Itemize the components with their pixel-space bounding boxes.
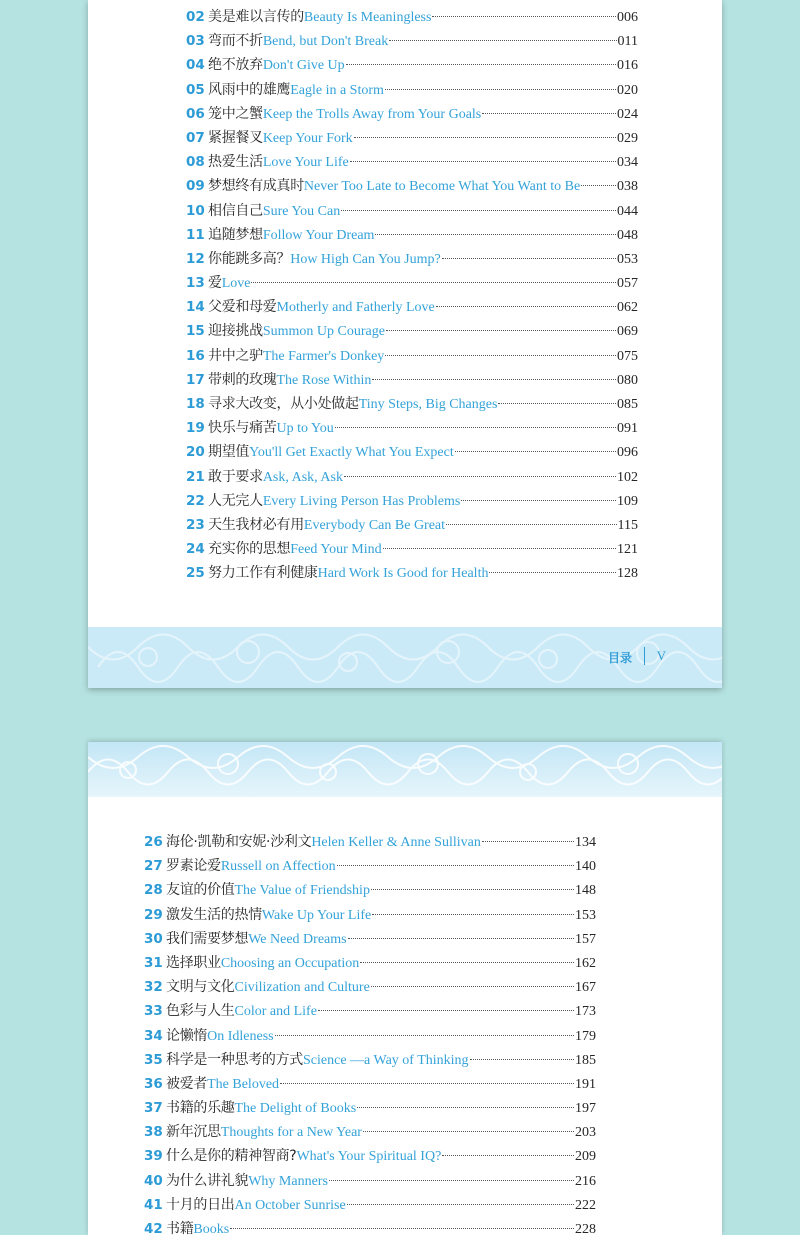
toc-entry-title-english: Sure You Can <box>262 203 341 219</box>
toc-entry-leader-dots <box>337 865 574 866</box>
toc-entry-title-chinese: 绝不放弃 <box>208 57 263 74</box>
toc-list <box>144 830 596 1235</box>
toc-entry-page-number: 038 <box>617 179 638 195</box>
toc-entry-number: 08 <box>186 154 205 171</box>
toc-entry-number: 38 <box>144 1124 163 1141</box>
toc-entry[interactable] <box>144 1024 596 1048</box>
toc-entry-page-number: 203 <box>575 1125 596 1141</box>
toc-entry-title-chinese: 紧握餐叉 <box>208 129 263 146</box>
toc-entry-number: 07 <box>186 129 205 146</box>
toc-entry-leader-dots <box>442 258 616 259</box>
toc-entry-number: 28 <box>144 882 163 899</box>
toc-entry-page-number: 096 <box>617 445 638 461</box>
toc-entry-leader-dots <box>385 89 616 90</box>
toc-entry[interactable] <box>144 1072 596 1096</box>
toc-entry-leader-dots <box>360 962 574 963</box>
toc-entry-number: 24 <box>186 541 205 558</box>
toc-entry-title-chinese: 友谊的价值 <box>166 882 235 899</box>
toc-entry-page-number: 173 <box>575 1004 596 1020</box>
toc-entry-leader-dots <box>363 1131 574 1132</box>
toc-entry-number: 06 <box>186 105 205 122</box>
toc-entry-title-english: We Need Dreams <box>248 931 347 947</box>
toc-entry-title-english: Bend, but Don't Break <box>262 34 389 50</box>
toc-entry-page-number: 011 <box>617 34 638 50</box>
toc-entry-title-english: On Idleness <box>207 1028 274 1044</box>
footer-section-label: 目录 <box>607 651 632 665</box>
toc-entry-number: 03 <box>186 33 205 50</box>
toc-entry-title-chinese: 弯而不折 <box>208 33 263 50</box>
toc-entry-page-number: 121 <box>617 542 638 558</box>
toc-entry-title-english: Summon Up Courage <box>262 324 385 340</box>
toc-entry-page-number: 134 <box>575 835 596 850</box>
toc-entry-number: 22 <box>186 492 205 509</box>
toc-entry-page-number: 048 <box>617 227 638 243</box>
toc-page-lower <box>88 742 722 1235</box>
toc-entry[interactable] <box>144 951 596 975</box>
toc-entry[interactable] <box>186 319 638 343</box>
toc-entry-number: 30 <box>144 930 163 947</box>
toc-entry-title-chinese: 梦想终有成真时 <box>208 178 304 195</box>
toc-entry-number: 39 <box>144 1148 163 1165</box>
toc-entry-page-number: 069 <box>617 324 638 340</box>
toc-entry-number: 21 <box>186 468 205 485</box>
toc-entry-leader-dots <box>354 137 616 138</box>
toc-entry-leader-dots <box>371 986 574 987</box>
toc-entry-page-number: 080 <box>617 372 638 388</box>
toc-entry-title-english: Science —a Way of Thinking <box>303 1052 469 1068</box>
toc-entry-title-english: How High Can You Jump? <box>290 251 441 267</box>
toc-entry[interactable] <box>144 830 596 854</box>
toc-entry-title-english: Choosing an Occupation <box>220 955 360 971</box>
toc-entry-title-english: The Rose Within <box>276 372 372 388</box>
toc-entry[interactable] <box>144 1144 596 1168</box>
toc-entry-page-number: 062 <box>617 300 638 316</box>
toc-entry[interactable] <box>186 150 638 174</box>
toc-entry-title-chinese: 笼中之蟹 <box>208 105 263 122</box>
toc-entry-page-number: 153 <box>575 907 596 923</box>
toc-entry-leader-dots <box>251 282 616 283</box>
toc-entry[interactable] <box>144 999 596 1023</box>
toc-entry-number: 33 <box>144 1003 163 1020</box>
toc-entry-leader-dots <box>335 427 616 428</box>
toc-entry-leader-dots <box>461 500 616 501</box>
toc-entry-title-chinese: 追随梦想 <box>208 226 263 243</box>
toc-entry-page-number: 197 <box>575 1101 596 1117</box>
toc-entry[interactable] <box>186 344 638 368</box>
header-band <box>88 742 722 797</box>
toc-entry[interactable] <box>186 199 638 223</box>
toc-entry-leader-dots <box>280 1083 574 1084</box>
toc-entry[interactable] <box>186 416 638 440</box>
toc-entry-title-chinese: 文明与文化 <box>166 979 235 996</box>
toc-entry-page-number: 167 <box>575 980 596 996</box>
toc-entry-leader-dots <box>372 379 616 380</box>
toc-entry-title-chinese: 期望值 <box>208 444 250 461</box>
toc-entry-title-chinese: 相信自己 <box>208 202 263 219</box>
toc-entry-leader-dots <box>347 1204 574 1205</box>
toc-entry-title-chinese: 我们需要梦想 <box>166 930 249 947</box>
toc-entry-title-english: Color and Life <box>234 1004 317 1020</box>
toc-entry[interactable] <box>144 854 596 878</box>
toc-entry-leader-dots <box>385 355 616 356</box>
toc-entry-number: 35 <box>144 1051 163 1068</box>
toc-entry-leader-dots <box>436 306 616 307</box>
toc-entry-page-number: 148 <box>575 883 596 899</box>
toc-entry-number: 18 <box>186 396 205 412</box>
toc-entry-title-chinese: 罗素论爱 <box>166 858 221 875</box>
toc-entry-page-number: 179 <box>575 1028 596 1044</box>
toc-entry[interactable] <box>186 271 638 295</box>
toc-entry-title-english: Feed Your Mind <box>290 542 382 558</box>
toc-entry-number: 15 <box>186 323 205 340</box>
toc-entry-page-number: 020 <box>617 82 638 98</box>
toc-entry-number: 02 <box>186 9 205 25</box>
footer-page-number: V <box>656 648 666 663</box>
toc-entry-title-chinese: 激发生活的热情 <box>166 906 262 923</box>
toc-entry-number: 10 <box>186 202 205 219</box>
toc-entry[interactable] <box>186 440 638 464</box>
toc-entry-leader-dots <box>318 1010 574 1011</box>
toc-entry-leader-dots <box>341 210 616 211</box>
toc-entry-number: 37 <box>144 1100 163 1117</box>
toc-entry-title-chinese: 人无完人 <box>208 492 263 509</box>
toc-entry-leader-dots <box>357 1107 574 1108</box>
toc-entry-number: 27 <box>144 858 163 875</box>
toc-entry-leader-dots <box>432 16 616 17</box>
toc-entry[interactable] <box>186 561 638 585</box>
toc-entry-title-english: The Value of Friendship <box>234 883 370 899</box>
toc-entry-leader-dots <box>470 1059 574 1060</box>
toc-entry[interactable] <box>186 102 638 126</box>
toc-entry-leader-dots <box>350 161 616 162</box>
toc-entry-title-english: Love <box>221 276 251 292</box>
toc-entry-number: 34 <box>144 1027 163 1044</box>
toc-entry-leader-dots <box>498 403 616 404</box>
toc-page-upper <box>88 0 722 688</box>
toc-entry-leader-dots <box>389 40 616 41</box>
toc-entry-title-english: Eagle in a Storm <box>290 82 384 98</box>
toc-entry-number: 05 <box>186 81 205 98</box>
toc-entry-number: 14 <box>186 299 205 316</box>
toc-entry-title-english: Motherly and Fatherly Love <box>276 300 435 316</box>
toc-entry[interactable] <box>144 1217 596 1235</box>
toc-entry[interactable] <box>144 1169 596 1193</box>
toc-entry-leader-dots <box>372 914 574 915</box>
toc-entry-page-number: 024 <box>617 106 638 122</box>
toc-entry-title-english: Wake Up Your Life <box>261 907 372 923</box>
toc-entry-title-chinese: 风雨中的雄鹰 <box>208 81 291 98</box>
toc-entry-title-chinese: 天生我材必有用 <box>208 516 304 533</box>
toc-entry-title-chinese: 井中之驴 <box>208 347 263 364</box>
toc-entry[interactable] <box>186 126 638 150</box>
toc-entry-title-chinese: 努力工作有利健康 <box>208 565 318 582</box>
toc-entry-number: 20 <box>186 444 205 461</box>
toc-entry[interactable] <box>186 368 638 392</box>
toc-entry-title-chinese: 迎接挑战 <box>208 323 263 340</box>
toc-entry-title-chinese: 论懒惰 <box>166 1027 208 1044</box>
toc-entry-title-chinese: 寻求大改变，从小处做起 <box>208 396 359 412</box>
toc-entry-title-english: Books <box>193 1222 230 1235</box>
toc-entry-page-number: 216 <box>575 1173 596 1189</box>
toc-entry-title-english: Hard Work Is Good for Health <box>317 566 489 582</box>
toc-entry-title-chinese: 你能跳多高？ <box>208 250 291 267</box>
toc-entry-page-number: 016 <box>617 58 638 74</box>
toc-entry-page-number: 228 <box>575 1222 596 1235</box>
toc-entry-page-number: 109 <box>617 493 638 509</box>
toc-entry[interactable] <box>186 295 638 319</box>
toc-entry[interactable] <box>186 29 638 53</box>
toc-entry-page-number: 140 <box>575 859 596 875</box>
toc-entry-leader-dots <box>346 64 616 65</box>
toc-entry-leader-dots <box>482 841 574 842</box>
toc-entry[interactable] <box>144 1193 596 1217</box>
toc-entry-title-chinese: 新年沉思 <box>166 1124 221 1141</box>
toc-entry-number: 25 <box>186 565 205 582</box>
toc-entry[interactable] <box>186 465 638 489</box>
toc-entry-title-chinese: 海伦·凯勒和安妮·沙利文 <box>166 834 312 850</box>
toc-entry-number: 17 <box>186 371 205 388</box>
toc-entry-page-number: 006 <box>617 10 638 25</box>
toc-entry-title-english: The Delight of Books <box>234 1101 357 1117</box>
toc-entry-number: 19 <box>186 420 205 437</box>
toc-entry-page-number: 162 <box>575 955 596 971</box>
toc-entry[interactable] <box>186 78 638 102</box>
toc-entry-page-number: 044 <box>617 203 638 219</box>
toc-entry-title-chinese: 热爱生活 <box>208 154 263 171</box>
toc-entry[interactable] <box>186 247 638 271</box>
toc-entry-number: 23 <box>186 516 205 533</box>
toc-entry-title-chinese: 敢于要求 <box>208 468 263 485</box>
floral-pattern-icon <box>88 742 722 797</box>
toc-entry-page-number: 222 <box>575 1197 596 1213</box>
toc-entry-title-english: What's Your Spiritual IQ? <box>296 1149 442 1165</box>
toc-entry-title-english: Never Too Late to Become What You Want to Be <box>303 179 581 195</box>
toc-entry-title-english: Don't Give Up <box>262 58 345 74</box>
toc-entry-title-chinese: 十月的日出 <box>166 1196 235 1213</box>
toc-entry-title-english: Ask, Ask, Ask <box>262 469 343 485</box>
toc-entry-page-number: 157 <box>575 931 596 947</box>
toc-entry-leader-dots <box>386 330 616 331</box>
toc-entry-title-chinese: 被爱者 <box>166 1075 208 1092</box>
toc-entry-page-number: 091 <box>617 421 638 437</box>
toc-entry-title-chinese: 色彩与人生 <box>166 1003 235 1020</box>
toc-entry[interactable] <box>186 489 638 513</box>
toc-entry-title-english: Why Manners <box>248 1173 328 1189</box>
toc-entry-leader-dots <box>383 548 616 549</box>
toc-entry[interactable] <box>186 174 638 198</box>
toc-entry-leader-dots <box>446 524 616 525</box>
toc-entry-leader-dots <box>489 572 616 573</box>
toc-entry[interactable] <box>144 903 596 927</box>
toc-entry-leader-dots <box>230 1228 574 1229</box>
toc-entry-title-chinese: 美是难以言传的 <box>208 9 304 25</box>
toc-entry[interactable] <box>144 1096 596 1120</box>
toc-entry-number: 11 <box>186 226 205 243</box>
toc-entry-number: 36 <box>144 1075 163 1092</box>
toc-entry[interactable] <box>144 1120 596 1144</box>
toc-entry[interactable] <box>186 513 638 537</box>
toc-entry-number: 31 <box>144 954 163 971</box>
toc-entry-page-number: 128 <box>617 566 638 582</box>
toc-entry-title-english: Keep Your Fork <box>262 130 353 146</box>
toc-entry-leader-dots <box>375 234 616 235</box>
toc-entry-number: 42 <box>144 1221 163 1235</box>
toc-entry-title-english: An October Sunrise <box>234 1197 346 1213</box>
toc-entry-number: 04 <box>186 57 205 74</box>
toc-entry[interactable] <box>186 5 638 29</box>
toc-entry-title-chinese: 为什么讲礼貌 <box>166 1172 249 1189</box>
toc-entry-title-english: Keep the Trolls Away from Your Goals <box>262 106 482 122</box>
toc-entry[interactable] <box>186 53 638 77</box>
toc-entry-page-number: 115 <box>617 517 638 533</box>
toc-entry-title-english: Helen Keller & Anne Sullivan <box>311 835 481 850</box>
toc-entry-title-english: Follow Your Dream <box>262 227 375 243</box>
toc-entry[interactable] <box>144 878 596 902</box>
toc-entry-title-chinese: 选择职业 <box>166 954 221 971</box>
toc-entry-title-english: The Farmer's Donkey <box>262 348 385 364</box>
toc-list <box>186 5 638 586</box>
toc-entry-leader-dots <box>581 185 616 186</box>
toc-entry-title-english: Every Living Person Has Problems <box>262 493 461 509</box>
toc-entry-title-chinese: 科学是一种思考的方式 <box>166 1051 303 1068</box>
toc-entry-title-english: Civilization and Culture <box>234 980 370 996</box>
toc-entry-title-english: Thoughts for a New Year <box>220 1125 362 1141</box>
toc-entry-title-english: Tiny Steps, Big Changes <box>358 397 498 412</box>
toc-entry-title-chinese: 带刺的玫瑰 <box>208 371 277 388</box>
toc-entry-title-english: Everybody Can Be Great <box>303 517 446 533</box>
toc-entry-title-english: Russell on Affection <box>220 859 336 875</box>
toc-entry-title-chinese: 书籍 <box>166 1221 194 1235</box>
toc-entry-page-number: 102 <box>617 469 638 485</box>
toc-entry[interactable] <box>144 927 596 951</box>
toc-entry-title-chinese: 什么是你的精神智商? <box>166 1148 297 1165</box>
toc-entry-number: 12 <box>186 250 205 267</box>
toc-entry-page-number: 034 <box>617 155 638 171</box>
toc-entry-title-english: Beauty Is Meaningless <box>303 10 432 25</box>
toc-entry-number: 32 <box>144 979 163 996</box>
toc-entry-page-number: 191 <box>575 1076 596 1092</box>
toc-entry-page-number: 053 <box>617 251 638 267</box>
toc-entry-title-chinese: 爱 <box>208 275 222 292</box>
toc-entry-title-chinese: 快乐与痛苦 <box>208 420 277 437</box>
toc-entry[interactable] <box>144 975 596 999</box>
toc-entry-page-number: 029 <box>617 130 638 146</box>
toc-entry[interactable] <box>186 392 638 416</box>
toc-entry-leader-dots <box>442 1155 574 1156</box>
toc-entry-number: 29 <box>144 906 163 923</box>
toc-entry-leader-dots <box>455 451 616 452</box>
toc-entry-leader-dots <box>275 1035 574 1036</box>
toc-entry-number: 26 <box>144 834 163 850</box>
toc-entry-title-chinese: 充实你的思想 <box>208 541 291 558</box>
toc-entry-page-number: 075 <box>617 348 638 364</box>
toc-entry-leader-dots <box>348 938 574 939</box>
toc-entry-leader-dots <box>344 476 616 477</box>
toc-entry-title-chinese: 书籍的乐趣 <box>166 1100 235 1117</box>
toc-entry-leader-dots <box>371 889 574 890</box>
toc-entry-page-number: 057 <box>617 276 638 292</box>
toc-entry[interactable] <box>186 223 638 247</box>
toc-entry[interactable] <box>144 1048 596 1072</box>
footer-divider <box>644 647 645 665</box>
toc-entry-title-english: Up to You <box>276 421 334 437</box>
toc-entry-number: 09 <box>186 178 205 195</box>
toc-entry-page-number: 085 <box>617 397 638 412</box>
toc-entry-number: 13 <box>186 275 205 292</box>
toc-entry[interactable] <box>186 537 638 561</box>
toc-entry-number: 41 <box>144 1196 163 1213</box>
toc-entry-title-english: Love Your Life <box>262 155 349 171</box>
toc-entry-title-chinese: 父爱和母爱 <box>208 299 277 316</box>
toc-entry-page-number: 185 <box>575 1052 596 1068</box>
toc-entry-number: 16 <box>186 347 205 364</box>
toc-entry-leader-dots <box>329 1180 574 1181</box>
toc-entry-page-number: 209 <box>575 1149 596 1165</box>
toc-entry-number: 40 <box>144 1172 163 1189</box>
toc-entry-leader-dots <box>482 113 616 114</box>
toc-entry-title-english: You'll Get Exactly What You Expect <box>249 445 454 461</box>
toc-entry-title-english: The Beloved <box>207 1076 280 1092</box>
